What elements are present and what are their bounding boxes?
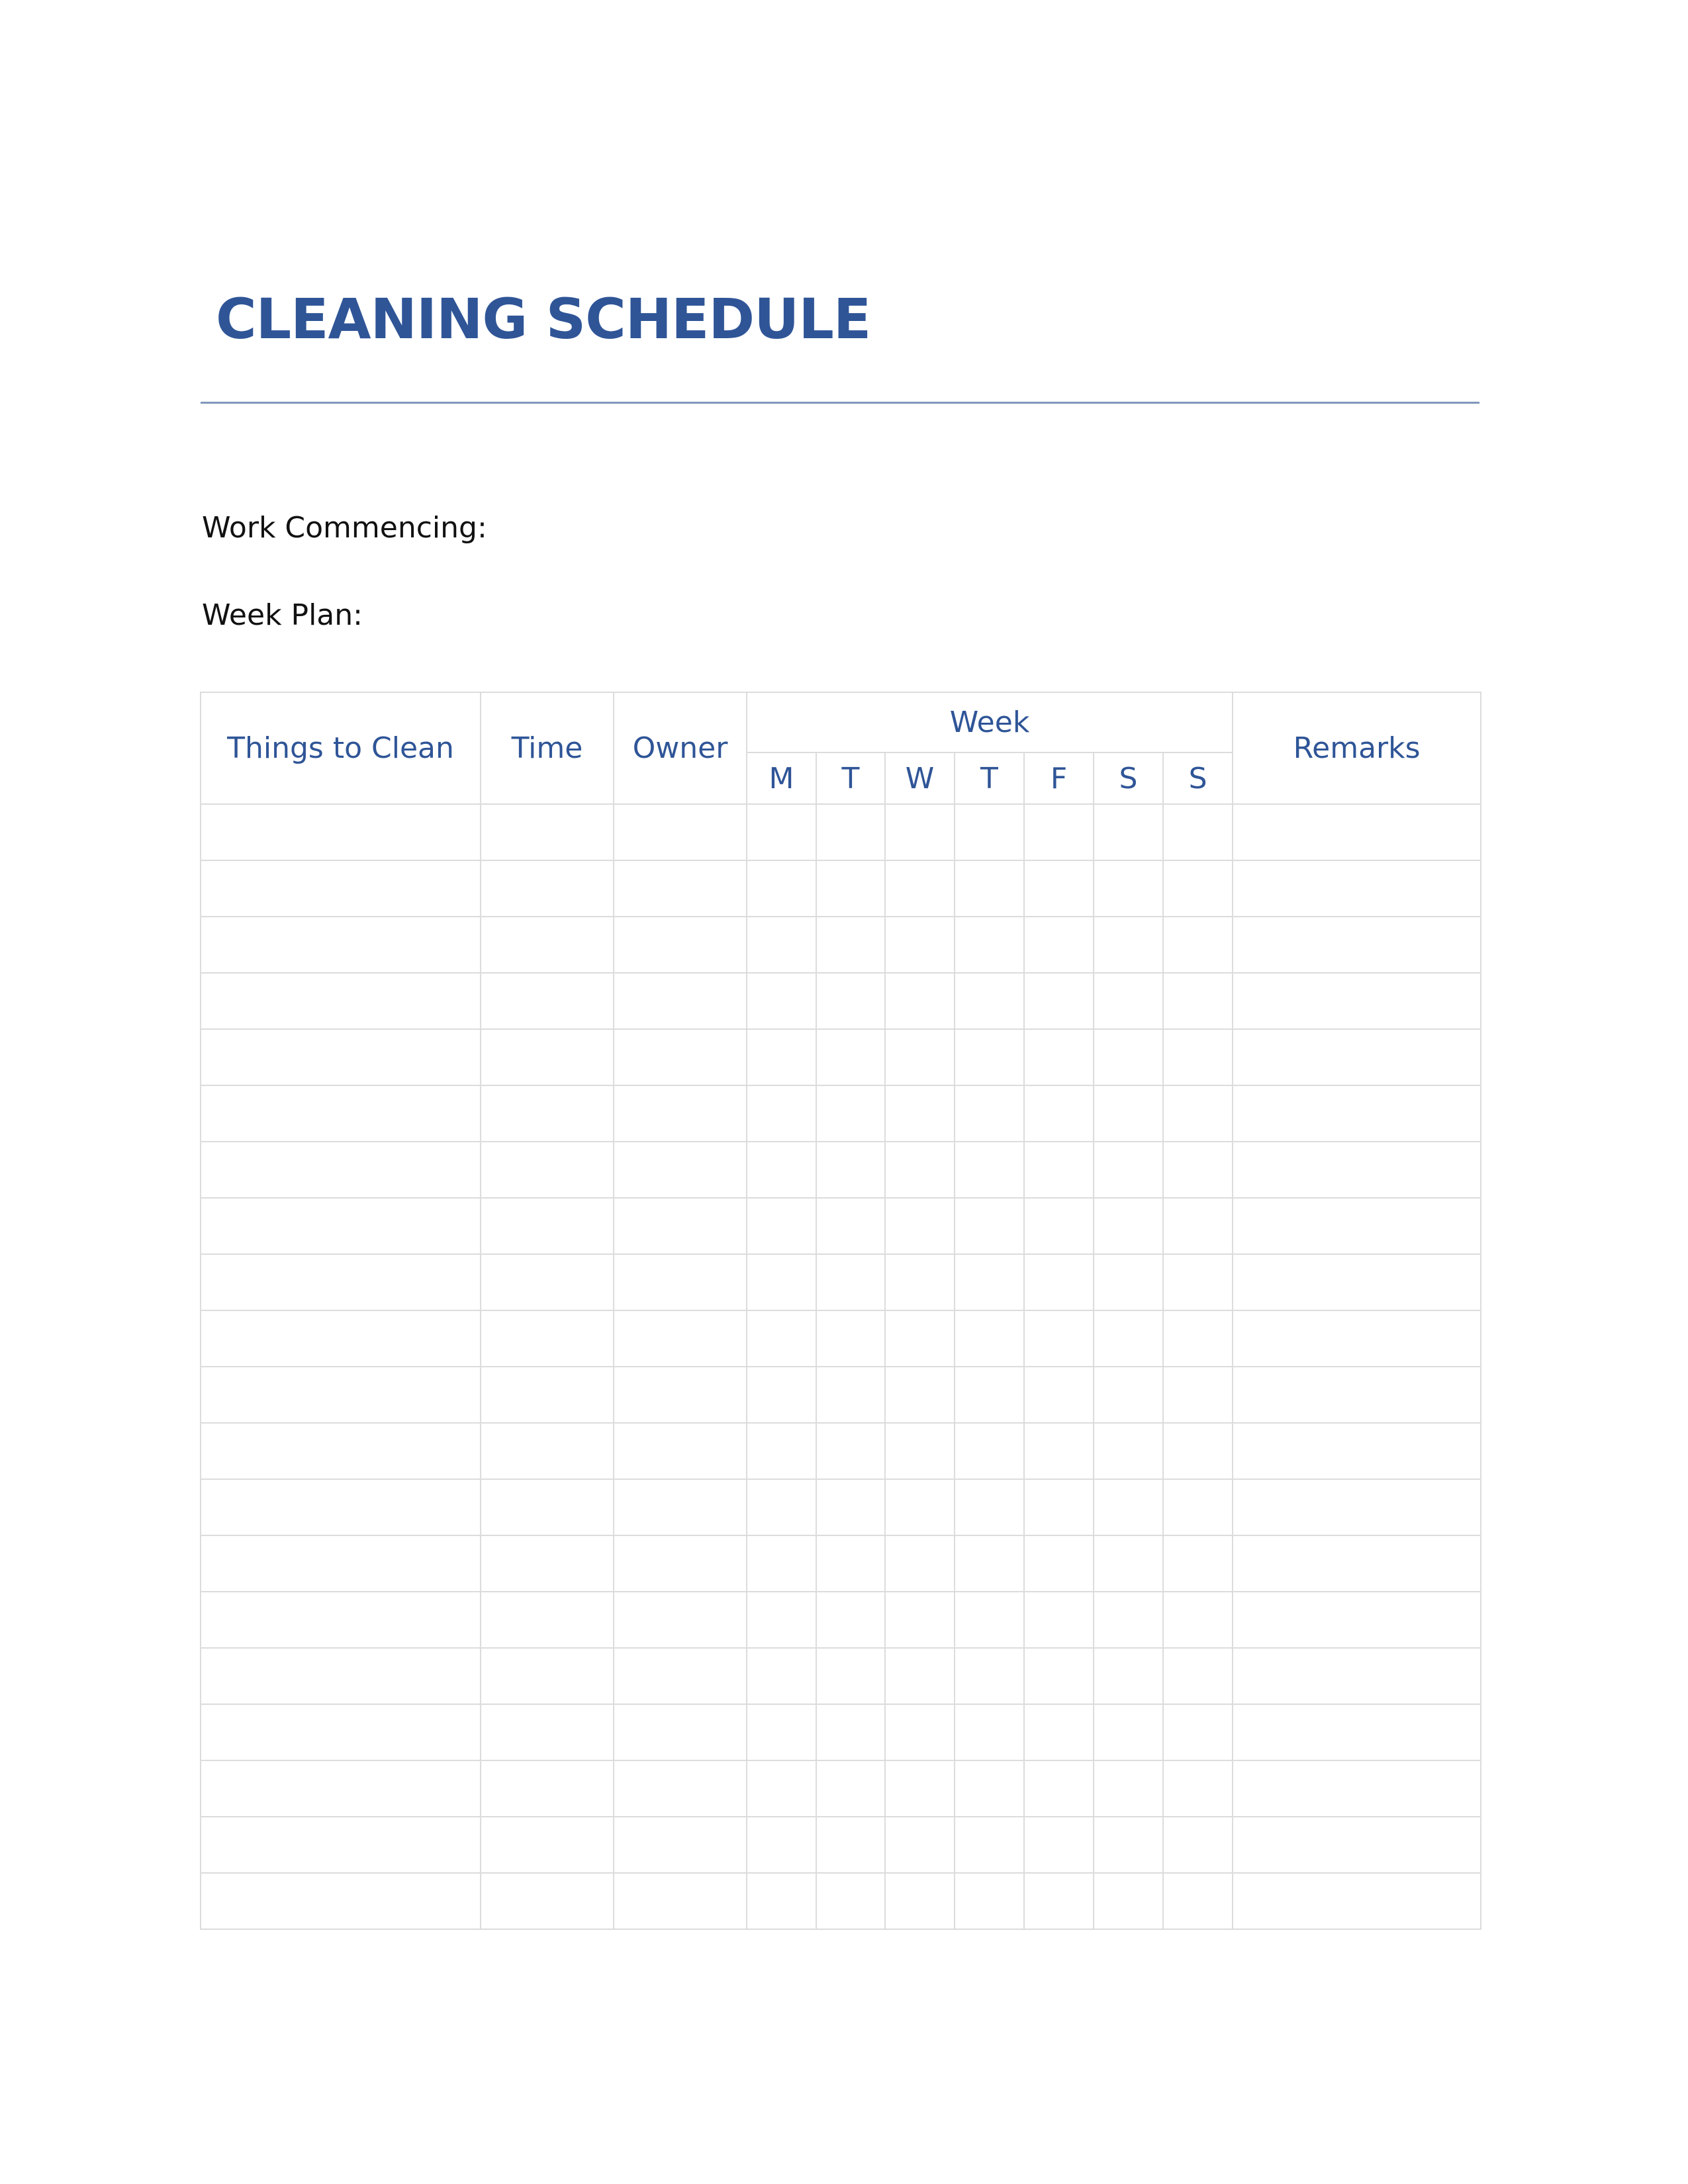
table-cell[interactable] [747, 1873, 816, 1929]
table-cell[interactable] [747, 917, 816, 973]
header-day-saturday: S [1094, 752, 1163, 804]
table-cell[interactable] [1163, 1592, 1233, 1648]
table-cell[interactable] [201, 860, 481, 917]
table-cell[interactable] [1233, 1873, 1481, 1929]
table-cell[interactable] [614, 1198, 747, 1254]
table-cell[interactable] [1163, 1142, 1233, 1198]
table-cell[interactable] [816, 1142, 885, 1198]
table-cell[interactable] [201, 1592, 481, 1648]
table-cell[interactable] [201, 1029, 481, 1085]
table-cell[interactable] [481, 1704, 614, 1760]
table-cell[interactable] [1163, 1704, 1233, 1760]
table-row [201, 1423, 1481, 1479]
table-cell[interactable] [1233, 1704, 1481, 1760]
table-cell[interactable] [201, 1873, 481, 1929]
table-cell[interactable] [481, 1367, 614, 1423]
table-cell[interactable] [201, 1760, 481, 1817]
table-cell[interactable] [1094, 1254, 1163, 1310]
table-cell[interactable] [1163, 1367, 1233, 1423]
table-cell[interactable] [481, 1423, 614, 1479]
cleaning-schedule-table [200, 692, 1481, 1930]
title-divider [201, 402, 1479, 404]
table-row [201, 1142, 1481, 1198]
table-cell[interactable] [1233, 1760, 1481, 1817]
table-cell[interactable] [816, 1029, 885, 1085]
table-cell[interactable] [1163, 1085, 1233, 1142]
table-cell[interactable] [747, 973, 816, 1029]
table-cell[interactable] [614, 1704, 747, 1760]
table-cell[interactable] [816, 1760, 885, 1817]
table-cell[interactable] [955, 1648, 1024, 1704]
table-cell[interactable] [885, 1029, 955, 1085]
table-cell[interactable] [614, 1254, 747, 1310]
table-cell[interactable] [1094, 804, 1163, 860]
table-cell[interactable] [1024, 1648, 1094, 1704]
table-row [201, 1592, 1481, 1648]
table-cell[interactable] [1094, 1873, 1163, 1929]
table-cell[interactable] [201, 1367, 481, 1423]
table-cell[interactable] [1024, 1029, 1094, 1085]
table-cell[interactable] [1163, 1254, 1233, 1310]
table-cell[interactable] [747, 1423, 816, 1479]
table-cell[interactable] [1163, 1423, 1233, 1479]
table-cell[interactable] [747, 860, 816, 917]
table-cell[interactable] [885, 1310, 955, 1367]
table-cell[interactable] [885, 1535, 955, 1592]
table-cell[interactable] [1233, 1817, 1481, 1873]
table-cell[interactable] [885, 1873, 955, 1929]
table-cell[interactable] [481, 1873, 614, 1929]
table-cell[interactable] [1024, 1423, 1094, 1479]
table-cell[interactable] [481, 1760, 614, 1817]
table-cell[interactable] [816, 1367, 885, 1423]
table-cell[interactable] [1024, 1254, 1094, 1310]
table-cell[interactable] [201, 1704, 481, 1760]
table-cell[interactable] [885, 1423, 955, 1479]
table-cell[interactable] [1024, 1592, 1094, 1648]
table-cell[interactable] [1094, 1310, 1163, 1367]
table-cell[interactable] [1024, 917, 1094, 973]
table-cell[interactable] [955, 1535, 1024, 1592]
table-cell[interactable] [955, 1085, 1024, 1142]
table-cell[interactable] [1163, 1873, 1233, 1929]
table-row [201, 1873, 1481, 1929]
table-cell[interactable] [955, 1198, 1024, 1254]
table-cell[interactable] [1163, 1029, 1233, 1085]
table-cell[interactable] [201, 1310, 481, 1367]
table-row [201, 1367, 1481, 1423]
header-time: Time [481, 692, 614, 804]
table-cell[interactable] [1163, 1817, 1233, 1873]
table-row [201, 1085, 1481, 1142]
table-cell[interactable] [816, 860, 885, 917]
table-cell[interactable] [614, 1592, 747, 1648]
table-row [201, 973, 1481, 1029]
table-cell[interactable] [201, 1085, 481, 1142]
table-cell[interactable] [1233, 1367, 1481, 1423]
header-remarks: Remarks [1233, 692, 1481, 804]
week-plan-label: Week Plan: [202, 598, 363, 632]
table-cell[interactable] [816, 1873, 885, 1929]
table-cell[interactable] [885, 1760, 955, 1817]
table-cell[interactable] [481, 1254, 614, 1310]
table-cell[interactable] [816, 1704, 885, 1760]
table-cell[interactable] [1094, 1142, 1163, 1198]
table-cell[interactable] [816, 917, 885, 973]
table-cell[interactable] [1094, 1535, 1163, 1592]
table-cell[interactable] [955, 1873, 1024, 1929]
table-cell[interactable] [1233, 917, 1481, 973]
table-cell[interactable] [747, 1704, 816, 1760]
table-cell[interactable] [201, 1535, 481, 1592]
table-cell[interactable] [885, 804, 955, 860]
header-day-wednesday: W [885, 752, 955, 804]
table-cell[interactable] [816, 1310, 885, 1367]
table-cell[interactable] [955, 860, 1024, 917]
table-cell[interactable] [955, 1592, 1024, 1648]
table-cell[interactable] [1233, 1029, 1481, 1085]
table-cell[interactable] [1094, 917, 1163, 973]
table-row [201, 1198, 1481, 1254]
table-cell[interactable] [481, 1535, 614, 1592]
table-cell[interactable] [816, 804, 885, 860]
table-cell[interactable] [1233, 1479, 1481, 1535]
table-cell[interactable] [201, 804, 481, 860]
table-cell[interactable] [1163, 860, 1233, 917]
table-cell[interactable] [1163, 804, 1233, 860]
table-cell[interactable] [1094, 1704, 1163, 1760]
table-cell[interactable] [885, 1704, 955, 1760]
table-cell[interactable] [816, 1423, 885, 1479]
table-cell[interactable] [1233, 1142, 1481, 1198]
table-row [201, 917, 1481, 973]
table-cell[interactable] [1163, 1479, 1233, 1535]
table-cell[interactable] [1024, 973, 1094, 1029]
table-cell[interactable] [1233, 973, 1481, 1029]
table-cell[interactable] [481, 973, 614, 1029]
table-row [201, 1648, 1481, 1704]
table-cell[interactable] [1233, 1254, 1481, 1310]
table-cell[interactable] [1024, 1367, 1094, 1423]
header-day-thursday: T [955, 752, 1024, 804]
table-cell[interactable] [885, 860, 955, 917]
table-cell[interactable] [747, 1817, 816, 1873]
table-cell[interactable] [885, 917, 955, 973]
table-cell[interactable] [614, 1423, 747, 1479]
table-cell[interactable] [1024, 1704, 1094, 1760]
table-cell[interactable] [816, 1592, 885, 1648]
header-things-to-clean: Things to Clean [201, 692, 481, 804]
table-cell[interactable] [1233, 1310, 1481, 1367]
table-cell[interactable] [1233, 1423, 1481, 1479]
table-cell[interactable] [614, 917, 747, 973]
table-cell[interactable] [1094, 1817, 1163, 1873]
table-cell[interactable] [1163, 917, 1233, 973]
table-cell[interactable] [1094, 1648, 1163, 1704]
table-cell[interactable] [747, 1592, 816, 1648]
table-cell[interactable] [816, 1085, 885, 1142]
table-cell[interactable] [1233, 1592, 1481, 1648]
table-cell[interactable] [481, 1592, 614, 1648]
table-cell[interactable] [1233, 1198, 1481, 1254]
table-cell[interactable] [201, 973, 481, 1029]
table-cell[interactable] [747, 1648, 816, 1704]
table-cell[interactable] [481, 1310, 614, 1367]
table-cell[interactable] [1024, 1310, 1094, 1367]
table-cell[interactable] [747, 1198, 816, 1254]
table-cell[interactable] [1233, 1535, 1481, 1592]
table-cell[interactable] [614, 1873, 747, 1929]
table-cell[interactable] [201, 1648, 481, 1704]
table-cell[interactable] [614, 973, 747, 1029]
table-cell[interactable] [1024, 1479, 1094, 1535]
table-cell[interactable] [1163, 1310, 1233, 1367]
table-cell[interactable] [201, 1198, 481, 1254]
table-cell[interactable] [885, 1254, 955, 1310]
table-cell[interactable] [614, 1310, 747, 1367]
table-cell[interactable] [955, 1817, 1024, 1873]
table-cell[interactable] [955, 1029, 1024, 1085]
table-cell[interactable] [1094, 1198, 1163, 1254]
table-cell[interactable] [816, 1254, 885, 1310]
table-row [201, 1310, 1481, 1367]
header-week: Week [747, 692, 1233, 752]
table-cell[interactable] [481, 917, 614, 973]
table-row [201, 1704, 1481, 1760]
table-cell[interactable] [1094, 1592, 1163, 1648]
table-cell[interactable] [201, 1142, 481, 1198]
table-cell[interactable] [747, 1760, 816, 1817]
table-cell[interactable] [955, 1367, 1024, 1423]
table-cell[interactable] [816, 1535, 885, 1592]
work-commencing-label: Work Commencing: [202, 511, 487, 545]
table-cell[interactable] [885, 1479, 955, 1535]
table-row [201, 1254, 1481, 1310]
table-cell[interactable] [747, 1029, 816, 1085]
table-cell[interactable] [1024, 1535, 1094, 1592]
table-cell[interactable] [481, 1817, 614, 1873]
table-cell[interactable] [747, 1535, 816, 1592]
table-cell[interactable] [816, 973, 885, 1029]
table-cell[interactable] [747, 1367, 816, 1423]
table-cell[interactable] [614, 1367, 747, 1423]
table-cell[interactable] [481, 860, 614, 917]
table-cell[interactable] [955, 917, 1024, 973]
table-cell[interactable] [201, 1817, 481, 1873]
table-cell[interactable] [1024, 1760, 1094, 1817]
table-cell[interactable] [1094, 1085, 1163, 1142]
table-cell[interactable] [1024, 804, 1094, 860]
table-cell[interactable] [747, 1085, 816, 1142]
table-row [201, 804, 1481, 860]
header-owner: Owner [614, 692, 747, 804]
table-cell[interactable] [1094, 1760, 1163, 1817]
table-cell[interactable] [1163, 1648, 1233, 1704]
table-cell[interactable] [1024, 1085, 1094, 1142]
table-cell[interactable] [955, 1479, 1024, 1535]
table-cell[interactable] [885, 1648, 955, 1704]
table-cell[interactable] [1024, 1817, 1094, 1873]
table-cell[interactable] [816, 1817, 885, 1873]
table-row [201, 1535, 1481, 1592]
table-cell[interactable] [614, 1535, 747, 1592]
table-cell[interactable] [955, 804, 1024, 860]
table-cell[interactable] [1024, 1198, 1094, 1254]
table-cell[interactable] [481, 1198, 614, 1254]
table-cell[interactable] [1024, 1142, 1094, 1198]
table-cell[interactable] [1163, 1198, 1233, 1254]
table-cell[interactable] [1094, 1029, 1163, 1085]
table-cell[interactable] [1024, 1873, 1094, 1929]
table-cell[interactable] [955, 973, 1024, 1029]
table-cell[interactable] [1233, 1648, 1481, 1704]
table-cell[interactable] [481, 1029, 614, 1085]
table-cell[interactable] [614, 1760, 747, 1817]
table-cell[interactable] [1163, 973, 1233, 1029]
table-cell[interactable] [1094, 860, 1163, 917]
table-cell[interactable] [885, 1142, 955, 1198]
table-cell[interactable] [1024, 860, 1094, 917]
table-cell[interactable] [816, 1198, 885, 1254]
table-cell[interactable] [955, 1142, 1024, 1198]
table-cell[interactable] [201, 1423, 481, 1479]
table-cell[interactable] [885, 1817, 955, 1873]
table-row [201, 860, 1481, 917]
table-cell[interactable] [885, 1085, 955, 1142]
table-cell[interactable] [614, 1085, 747, 1142]
table-row [201, 1817, 1481, 1873]
table-cell[interactable] [885, 1367, 955, 1423]
table-cell[interactable] [747, 1479, 816, 1535]
table-cell[interactable] [816, 1648, 885, 1704]
table-cell[interactable] [747, 1254, 816, 1310]
table-cell[interactable] [1094, 973, 1163, 1029]
table-cell[interactable] [1233, 1085, 1481, 1142]
table-cell[interactable] [201, 1254, 481, 1310]
table-cell[interactable] [201, 917, 481, 973]
table-cell[interactable] [955, 1254, 1024, 1310]
table-cell[interactable] [614, 1648, 747, 1704]
header-day-tuesday: T [816, 752, 885, 804]
table-cell[interactable] [481, 1479, 614, 1535]
page-title: CLEANING SCHEDULE [216, 287, 871, 351]
table-cell[interactable] [1233, 860, 1481, 917]
table-cell[interactable] [955, 1423, 1024, 1479]
table-cell[interactable] [747, 1142, 816, 1198]
table-row [201, 1760, 1481, 1817]
header-day-monday: M [747, 752, 816, 804]
schedule-body [201, 804, 1481, 1929]
table-cell[interactable] [614, 1142, 747, 1198]
table-cell[interactable] [614, 1479, 747, 1535]
table-cell[interactable] [1094, 1479, 1163, 1535]
table-cell[interactable] [481, 1648, 614, 1704]
table-cell[interactable] [1094, 1367, 1163, 1423]
table-cell[interactable] [747, 1310, 816, 1367]
table-cell[interactable] [481, 1085, 614, 1142]
table-cell[interactable] [885, 1592, 955, 1648]
table-cell[interactable] [481, 804, 614, 860]
table-cell[interactable] [885, 1198, 955, 1254]
table-cell[interactable] [955, 1704, 1024, 1760]
table-cell[interactable] [201, 1479, 481, 1535]
table-cell[interactable] [885, 973, 955, 1029]
table-row [201, 1479, 1481, 1535]
table-cell[interactable] [1094, 1423, 1163, 1479]
table-cell[interactable] [747, 804, 816, 860]
table-cell[interactable] [1163, 1760, 1233, 1817]
table-row [201, 1029, 1481, 1085]
table-cell[interactable] [481, 1142, 614, 1198]
table-cell[interactable] [614, 1029, 747, 1085]
table-cell[interactable] [955, 1310, 1024, 1367]
header-day-friday: F [1024, 752, 1094, 804]
table-cell[interactable] [614, 860, 747, 917]
table-cell[interactable] [614, 1817, 747, 1873]
header-day-sunday: S [1163, 752, 1233, 804]
table-cell[interactable] [1233, 804, 1481, 860]
table-cell[interactable] [816, 1479, 885, 1535]
table-cell[interactable] [614, 804, 747, 860]
table-cell[interactable] [1163, 1535, 1233, 1592]
table-cell[interactable] [955, 1760, 1024, 1817]
